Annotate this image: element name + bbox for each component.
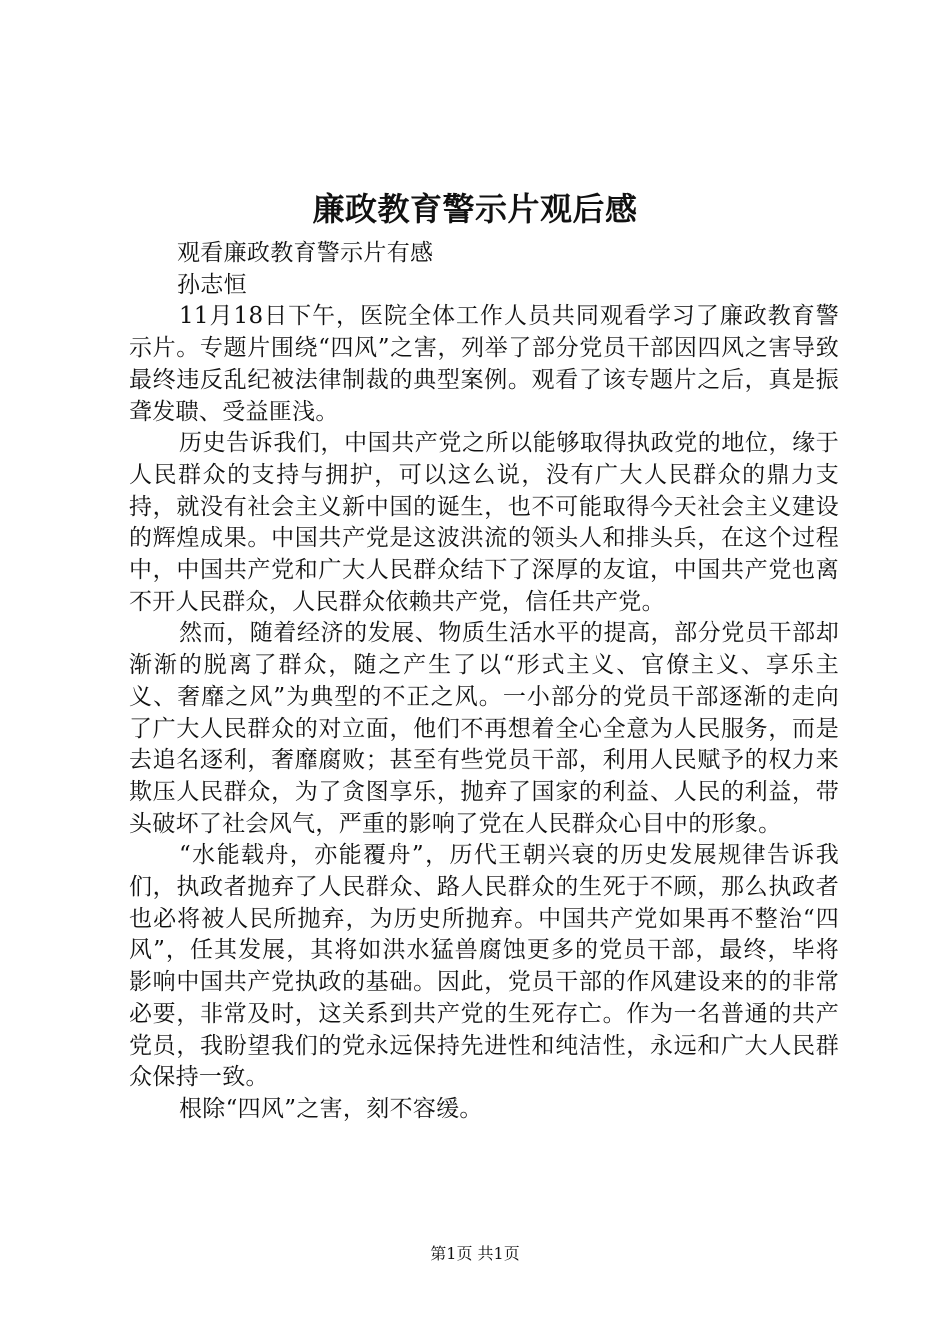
paragraph: 历史告诉我们，中国共产党之所以能够取得执政党的地位，缘于人民群众的支持与拥护，可以这么说，没有广大人民群众的鼎力支持，就没有社会主义新中国的诞生，也不可能取得今天社会主义建设的辉煌成果。中国共产党是这波洪流的领头人和排头兵，在这个过程中，中国共产党和广大人民群众结下了深厚的友谊，中国共产党也离不开人民群众，人民群众依赖共产党，信任共产党。 [129,430,839,615]
page-footer: 第1页 共1页 [430,1244,520,1263]
paragraph: “水能载舟，亦能覆舟”，历代王朝兴衰的历史发展规律告诉我们，执政者抛弃了人民群众、路人民群众的生死于不顾，那么执政者也必将被人民所抛弃，为历史所抛弃。中国共产党如果再不整治“四风”，任其发展，其将如洪水猛兽腐蚀更多的党员干部，最终，毕将影响中国共产党执政的基础。因此，党员干部的作风建设来的的非常必要，非常及时，这关系到共产党的生死存亡。作为一名普通的共产党员，我盼望我们的党永远保持先进性和纯洁性，永远和广大人民群众保持一致。 [129,842,839,1091]
paragraph: 根除“四风”之害，刻不容缓。 [179,1095,483,1122]
document-title: 廉政教育警示片观后感 [312,190,638,228]
document-author: 孙志恒 [177,271,247,298]
document-subtitle: 观看廉政教育警示片有感 [177,240,434,266]
paragraph: 11月18日下午，医院全体工作人员共同观看学习了廉政教育警示片。专题片围绕“四风”之害，列举了部分党员干部因四风之害导致最终违反乱纪被法律制裁的典型案例。观看了该专题片之后，真是振聋发聩、受益匪浅。 [129,303,839,425]
document-body [129,238,839,1126]
paragraph: 然而，随着经济的发展、物质生活水平的提高，部分党员干部却渐渐的脱离了群众，随之产生了以“形式主义、官僚主义、享乐主义、奢靡之风”为典型的不正之风。一小部分的党员干部逐渐的走向了广大人民群众的对立面，他们不再想着全心全意为人民服务，而是去追名逐利，奢靡腐败；甚至有些党员干部，利用人民赋予的权力来欺压人民群众，为了贪图享乐，抛弃了国家的利益、人民的利益，带头破坏了社会风气，严重的影响了党在人民群众心目中的形象。 [129,620,839,837]
